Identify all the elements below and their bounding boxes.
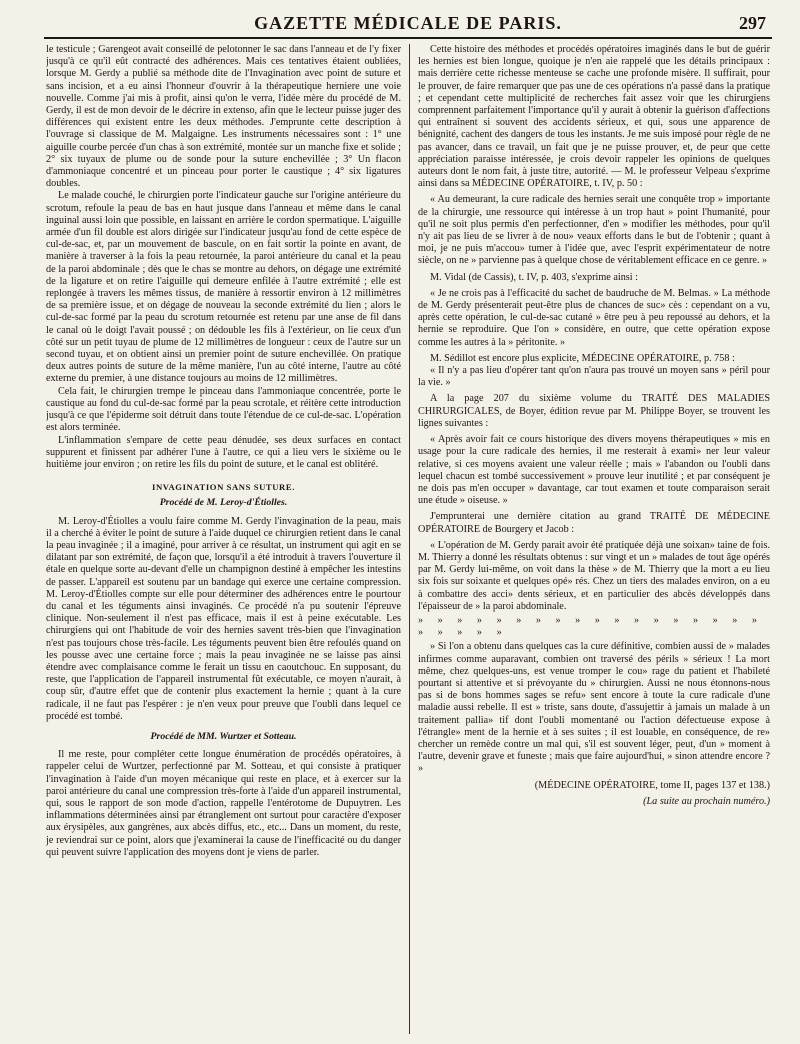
paragraph: Cela fait, le chirurgien trempe le pinceau dans l'ammoniaque concentrée, porte le caustique au fond du cul-de-sac formé par la peau scrotale, et réitère cette introduction jusqu'à ce que l'épiderme soit détruit dans toute l'étendue de ce cul-de-sac. L'opération est alors terminée. xyxy=(46,385,401,434)
paragraph: A la page 207 du sixième volume du TRAITÉ DES MALADIES CHIRURGICALES, de Boyer, édition revue par M. Philippe Boyer, se trouvent les lignes suivantes : xyxy=(418,393,770,429)
quotation: « Après avoir fait ce cours historique des divers moyens thérapeutiques » mis en usage pour la cure radicale des hernies, il me resterait à exami» ner leur valeur relative, si ces moyens avaient une valeur réelle ; mais » l'abandon ou l'oubli dans lequel chacun est tombé successivement » prouve leur inutilité ; et par conséquent je ne dois pas m'en occuper » davantage, car tout examen et toute comparaison serait une étude » oiseuse. » xyxy=(418,434,770,507)
paragraph: J'emprunterai une dernière citation au grand TRAITÉ DE MÉDECINE OPÉRATOIRE de Bourgery et Jacob : xyxy=(418,511,770,535)
paragraph: Le malade couché, le chirurgien porte l'indicateur gauche sur l'origine antérieure du scrotum, refoule la peau de bas en haut jusque dans l'anneau et même dans le canal inguinal aussi loin que possible, en laissant en arrière le cordon spermatique. L'aiguille armée d'un fil double est alors dirigée sur l'indicateur jusqu'au fond de cette espèce de cul-de-sac, et, par un mouvement de bascule, on en fait sortir la pointe en avant, de manière à traverser à la fois la peau retournée, la paroi antérieure du canal et la peau de la paroi abdominale ; dès que le chas se montre au dehors, on dégage une extrémité de la ligature et on retire l'aiguille qui demeure enfilée à l'autre extrémité ; elle est replongée à travers les mêmes tissus, de manière à ressortir environ à 12 millimètres de sa première issue, et on dégage de nouveau la seconde extrémité du lien ; alors le cul-de-sac formé par la peau du scrotum retournée est retenu par une anse de fil dans le canal où le doigt l'avait poussé ; on dédouble les fils à l'extérieur, on lie ceux d'un côté sur un petit tuyau de plume de 12 millimètres de longueur : ceux de l'autre sur un second tuyau, et on obtient ainsi un premier point de suture enchevillée. On pratique deux autres points de suture de la même manière, l'un au côté interne, l'autre au côté externe du premier, à une distance toujours au moins de 12 millimètres. xyxy=(46,190,401,385)
section-title: INVAGINATION SANS SUTURE. xyxy=(152,482,295,493)
citation: (MÉDECINE OPÉRATOIRE, tome II, pages 137 et 138.) xyxy=(534,779,770,791)
page-number: 297 xyxy=(739,13,766,33)
paragraph: le testicule ; Garengeot avait conseillé de pelotonner le sac dans l'anneau et de l'y fixer jusqu'à ce qu'il eût contracté des adhérences. Mais ces tentatives étaient oubliées, lorsque M. Gerdy a publié sa méthode dite de l'Invagination avec point de suture et sans incision, et a eu ainsi l'honneur d'ouvrir à la thérapeutique herniere une voie nouvelle. Comme j'ai mis à profit, ainsi qu'on le verra, l'idée mère du procédé de M. Gerdy, il est de mon devoir de le décrire in extenso, afin que le lecteur puisse juger des différences qui existent entre les deux méthodes. J'emprunte cette description à l'ouvrage si classique de M. Malgaigne. Les instruments nécessaires sont : 1° une aiguille courbe percée d'un chas à son extrémité, montée sur un manche fixe et solide ; 2° six tuyaux de plume ou de sonde pour la suture enchevillée ; 3° Un flacon d'ammoniaque concentré et un pinceau pour porter le caustique ; 4° six ligatures doubles. xyxy=(46,44,401,190)
journal-title: GAZETTE MÉDICALE DE PARIS. xyxy=(254,13,562,33)
quotation: » Si l'on a obtenu dans quelques cas la cure définitive, combien aussi de » malades infirmes comme auparavant, combien ont traversé des périls » sérieux ! La mort même, chez quelques-uns, est venue tromper le cou» rage du patient et l'habileté pourtant si attentive et si prévoyante du » chirurgien. Aussi ne nous étonnons-nous pas si de bons hommes sages se refu» sent encore à toute la cure radicale d'une maladie aussi rebelle. Il est » triste, sans doute, d'assujettir à jamais un malade à un traitement pallia» tif dont l'oubli momentané ou l'action défectueuse expose à l'étrangle» ment de la hernie et à ses suites ; il est louable, en conséquence, de re» chercher un remède contre un mal qui, s'il est souvent léger, peut, d'un » moment à l'autre, devenir grave et funeste ; mais que faire aujourd'hui, » sinon attendre encore ? » xyxy=(418,641,770,775)
quotation: « Au demeurant, la cure radicale des hernies serait une conquête trop » importante de la chirurgie, une ressource qui intéresse à un trop haut » point l'humanité, pour qu'il ne soit plus permis d'en perfectionner, d'en » modifier les méthodes, pour qu'il n'y ait pas lieu de se livrer à de nou» veaux efforts dans le but de l'obtenir ; quant à moi, je ne puis m'accou» tumer à l'idée que, avec l'esprit expérimentateur de notre siècle, on ne » parvienne pas à quelque chose de véritablement efficace en ce genre. » xyxy=(418,194,770,267)
paragraph: Cette histoire des méthodes et procédés opératoires imaginés dans le but de guérir les hernies est bien longue, quoique je n'en aie rappelé que les détails principaux : mais derrière cette richesse menteuse se cache une profonde misère. Il suffirait, pour le prouver, de faire remarquer que pas une de ces opérations n'a passé dans la pratique ; et cependant cette multiplicité de recherches fait assez voir que les chirurgiens comprennent parfaitement l'importance qu'il y aurait à obtenir la guérison d'affections qui entraînent si souvent des accidents sérieux, et qui, sous une apparence de bénignité, cachent des dangers de tous les instants. Je me suis imposé pour règle de ne pas avancer, dans ce travail, un fait que je ne puisse prouver, et, de peur que cette appréciation paraisse intéressée, je crois devoir rappeler les opinions de quelques auteurs dont le nom fait, à juste titre, autorité. — M. le professeur Velpeau s'exprime ainsi dans sa MÉDECINE OPÉRATOIRE, t. IV, p. 50 : xyxy=(418,44,770,190)
section-subtitle: Procédé de MM. Wurtzer et Sotteau. xyxy=(150,730,297,742)
paragraph: M. Sédillot est encore plus explicite, MÉDECINE OPÉRATOIRE, p. 758 : xyxy=(430,352,735,364)
paragraph: M. Leroy-d'Étiolles a voulu faire comme M. Gerdy l'invagination de la peau, mais il a cherché à éviter le point de suture à l'aide duquel ce chirurgien retient dans le canal la peau invaginée ; il a imaginé, pour arriver à ce résultat, un instrument qui agit en se dilatant par son extrémité, de façon que, lorsqu'il a été introduit à travers l'ouverture il étale en quelque sorte au-devant d'elle un champignon destiné à empêcher les intestins de passer. L'appareil est soutenu par un bandage qui exerce une certaine compression. M. Leroy-d'Étiolles compte sur elle pour déterminer des adhérences entre le pourtour du canal et les téguments ainsi invaginés. Ce procédé n'a pu soutenir l'épreuve clinique. Non-seulement il n'est pas efficace, mais il est à peine exécutable. Les chirurgiens qui ont l'habitude de voir des hernies savent très-bien que l'invagination n'est pas toujours chose très-facile. Les téguments peuvent bien être refoulés quand on les pousse avec une certaine force ; mais la peau invaginée ne se laisse pas ainsi étendre avec complaisance comme le ferait un tissu en caoutchouc. En supposant, du reste, que l'application de l'appareil instrumental fût exécutable, ce moyen n'aurait, à coup sûr, d'autre effet que de contenir plus exactement la hernie ; quant à la cure radicale, il ne faut pas l'espérer : je n'en veux pour preuve que l'oubli dans lequel ce procédé est tombé. xyxy=(46,515,401,722)
quotation: « Il n'y a pas lieu d'opérer tant qu'on n'aura pas trouvé un moyen sans » péril pour la vie. » xyxy=(418,365,770,389)
section-subtitle: Procédé de M. Leroy-d'Étiolles. xyxy=(159,497,288,509)
continued-note: (La suite au prochain numéro.) xyxy=(643,795,770,807)
quotation: « L'opération de M. Gerdy parait avoir été pratiquée déjà une soixan» taine de fois. M. Thierry a donné les résultats obtenus : sur vingt et un » malades de tout âge opérés par M. Gerdy lui-même, on voit dans la thèse » de M. Thierry que la mort a eu lieu six fois sur soixante et quelques opé» rés. Chez un tiers des malades environ, on a eu à combattre des acci» dents sérieux, et en particulier des abcès développés dans l'épaisseur de » la paroi abdominale. xyxy=(418,539,770,612)
quotation: « Je ne crois pas à l'efficacité du sachet de baudruche de M. Belmas. » La méthode de M. Gerdy présenterait peut-être plus de chances de suc» cès : cependant on a vu, après cette opération, le cul-de-sac cutané » être peu à peu repoussé au dehors, et la hernie se reproduire. Que l'on » considère, en outre, que cette opération expose comme les autres à la » péritonite. » xyxy=(418,287,770,348)
left-column xyxy=(46,44,401,1034)
page-header xyxy=(44,11,772,39)
paragraph: Il me reste, pour compléter cette longue énumération de procédés opératoires, à rappeler celui de Wurtzer, perfectionné par M. Sotteau, et qui consiste à pratiquer l'invagination à l'aide d'un moyen mécanique qui reste en place, et à exercer sur la paroi antérieure du canal une compression très-forte à l'aide d'un appareil instrumental, qui, sous le rapport de son mode d'action, rappelle l'entérotome de Dupuytren. Les inflammations déterminées ainsi par étranglement ont surtout pour caractère d'exposer aux érysipèles, aux gangrènes, aux abcès diffus, etc., etc... Dans un moment, du reste, je reviendrai sur ce point, alors que j'examinerai la cause de l'inefficacité ou du danger qui peuvent suivre l'application des moyens dont je viens de parler. xyxy=(46,749,401,858)
paragraph: M. Vidal (de Cassis), t. IV, p. 403, s'exprime ainsi : xyxy=(430,271,638,283)
right-column xyxy=(418,44,770,1034)
quote-separator: » » » » » » » » » » » » » » » » » » » » » » » xyxy=(418,614,763,639)
column-divider xyxy=(409,44,410,1034)
paragraph: L'inflammation s'empare de cette peau dénudée, ses deux surfaces en contact suppurent et finissent par adhérer l'une à l'autre, ce qui a lieu vers le sixième ou le huitième jour environ ; on retire les fils du point de suture, et le canal est oblitéré. xyxy=(46,434,401,470)
